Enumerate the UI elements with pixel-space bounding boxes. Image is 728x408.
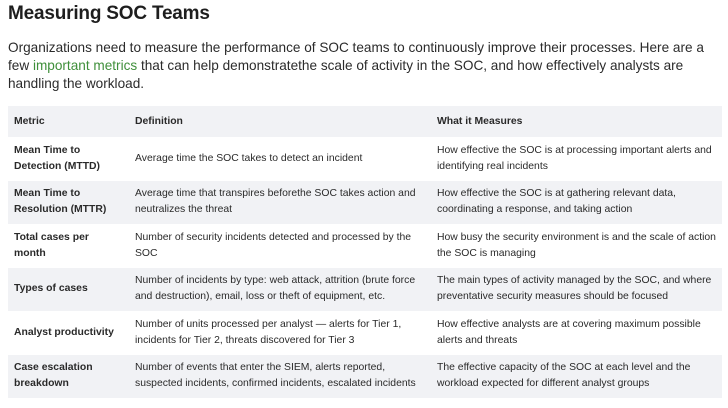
table-row: [8, 181, 722, 225]
header-what-it-measures: What it Measures: [437, 115, 523, 127]
definition-cell: Number of security incidents detected and processed by the SOC: [135, 231, 412, 259]
definition-cell: Average time the SOC takes to detect an incident: [135, 152, 363, 164]
important-metrics-link[interactable]: important metrics: [32, 58, 138, 73]
intro-text-after: that can help demonstratethe scale of activity in the SOC, and how effectively analysts are handling the workload.: [8, 58, 684, 91]
definition-cell: Average time that transpires beforethe SOC takes action and neutralizes the threat: [135, 188, 416, 216]
table-row: [8, 311, 722, 355]
definition-cell: Number of incidents by type: web attack, attrition (brute force and destruction), email, loss or theft of equipment, etc.: [135, 275, 416, 303]
table-header-row: [8, 106, 722, 137]
measures-cell: The main types of activity managed by the SOC, and where preventative security measures should be focused: [437, 275, 712, 303]
intro-paragraph: [8, 39, 724, 93]
soc-metrics-table: [8, 106, 722, 398]
measures-cell: How busy the security environment is and the scale of action the SOC is managing: [437, 231, 716, 259]
page-title: Measuring SOC Teams: [8, 3, 210, 24]
table-row: [8, 268, 722, 312]
measures-cell: How effective the SOC is at processing important alerts and identifying real incidents: [437, 144, 712, 172]
metric-cell: Types of cases: [14, 283, 88, 295]
metric-cell: Analyst productivity: [14, 326, 114, 338]
header-metric: Metric: [14, 115, 45, 127]
metric-cell: Mean Time to Resolution (MTTR): [14, 188, 107, 216]
metric-cell: Total cases per month: [14, 231, 89, 259]
table-row: [8, 137, 722, 181]
header-definition: Definition: [135, 115, 183, 127]
measures-cell: How effective analysts are at covering maximum possible alerts and threats: [437, 318, 701, 346]
definition-cell: Number of units processed per analyst — alerts for Tier 1, incidents for Tier 2, threats discovered for Tier 3: [135, 318, 402, 346]
metric-cell: Mean Time to Detection (MTTD): [14, 144, 101, 172]
definition-cell: Number of events that enter the SIEM, alerts reported, suspected incidents, confirmed incidents, escalated incidents: [135, 362, 416, 390]
measures-cell: The effective capacity of the SOC at each level and the workload expected for different analyst groups: [437, 362, 691, 390]
intro-text-before: Organizations need to measure the performance of SOC teams to continuously improve their processes. Here are a few: [8, 40, 704, 73]
metric-cell: Case escalation breakdown: [14, 362, 93, 390]
table-row: [8, 355, 722, 399]
table-row: [8, 224, 722, 268]
measures-cell: How effective the SOC is at gathering relevant data, coordinating a response, and taking action: [437, 188, 676, 216]
